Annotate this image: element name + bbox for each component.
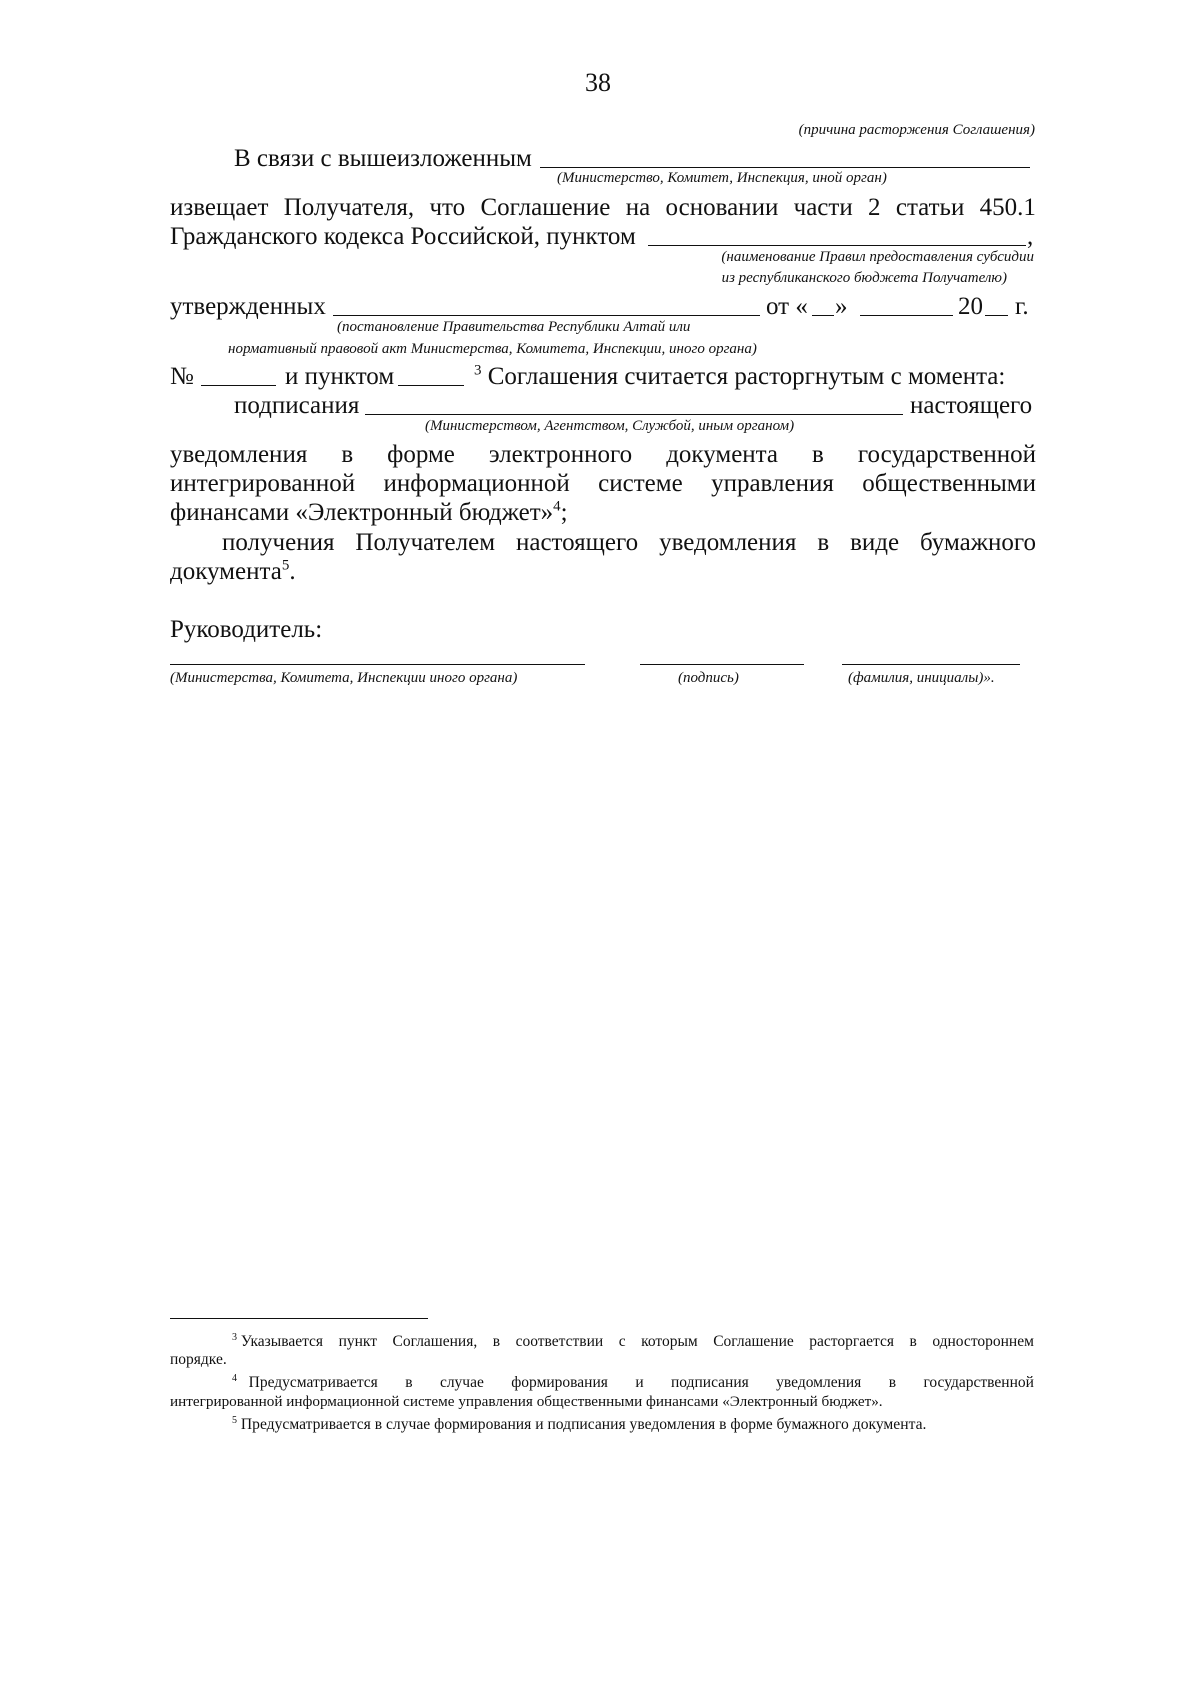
para1-line3 — [170, 500, 568, 525]
word: расторгается — [809, 1333, 894, 1350]
approval-act-blank — [333, 315, 760, 316]
footnote-5-text: Предусматривается в случае формирования и подписания уведомления в форме бумажного документа. — [240, 1416, 927, 1433]
act-number-blank — [201, 385, 276, 386]
point-number-blank — [398, 385, 464, 386]
rules-name-blank — [648, 245, 1026, 246]
signature-org-line — [170, 664, 585, 665]
footnote-3-mark: 3 — [232, 1331, 237, 1343]
page-number: 38 — [585, 68, 611, 97]
footnote-4-start — [232, 1372, 378, 1391]
word: бумажного — [920, 529, 1036, 556]
connection-label: В связи с вышеизложенным — [234, 145, 532, 172]
head-label: Руководитель: — [170, 616, 323, 643]
word: основании — [665, 194, 779, 221]
word: 2 — [868, 194, 881, 221]
caption-signature-sign: (подпись) — [678, 670, 739, 686]
footnote-5-line1 — [232, 1414, 927, 1433]
footnote-3-start — [232, 1331, 324, 1350]
word: системе — [598, 470, 683, 497]
comma: , — [1027, 223, 1034, 250]
footnote-4-line1 — [232, 1372, 1034, 1391]
word: пункт — [338, 1333, 378, 1350]
word: формирования — [511, 1374, 608, 1391]
footnote-ref-4: 4 — [553, 498, 561, 515]
footnote-4-mark: 4 — [232, 1372, 237, 1384]
caption-termination-reason: (причина расторжения Соглашения) — [798, 122, 1035, 138]
word: уведомления — [776, 1374, 862, 1391]
caption-resolution-1: (постановление Правительства Республики Алтай или — [337, 319, 691, 335]
caption-signed-by: (Министерством, Агентством, Службой, иным органом) — [425, 418, 795, 434]
footnote-5-mark: 5 — [232, 1414, 237, 1426]
word: в — [341, 441, 354, 468]
word: в — [888, 1374, 897, 1391]
and-point-label: и пунктом — [285, 363, 395, 390]
footnote-separator — [170, 1318, 428, 1319]
word: в — [492, 1333, 501, 1350]
civil-code-label: Гражданского кодекса Российской, пунктом — [170, 223, 636, 250]
word: Получателя, — [283, 194, 415, 221]
para1-line1 — [170, 442, 1036, 467]
number-sign: № — [170, 363, 194, 390]
word: что — [429, 194, 466, 221]
word: статьи — [895, 194, 965, 221]
terminated-text: Соглашения считается расторгнутым с момента: — [487, 363, 1006, 390]
word: 450.1 — [979, 194, 1036, 221]
word: части — [793, 194, 853, 221]
word: на — [625, 194, 651, 221]
caption-signature-org: (Министерства, Комитета, Инспекции иного органа) — [170, 670, 518, 686]
para1-line3-text: финансами «Электронный бюджет» — [170, 499, 554, 526]
word: Предусматривается — [248, 1374, 378, 1391]
approved-label: утвержденных — [170, 293, 326, 320]
word: которым — [641, 1333, 698, 1350]
footnote-ref-5: 5 — [281, 557, 290, 574]
word: получения — [222, 529, 335, 556]
signature-sign-line — [640, 664, 804, 665]
footnote-4-line2: интегрированной информационной системе управления общественными финансами «Электронный бюджет». — [170, 1393, 883, 1410]
word: государственной — [923, 1374, 1034, 1391]
semicolon: ; — [560, 499, 568, 526]
word: уведомления — [170, 441, 308, 468]
para2-line2-text: документа — [170, 558, 282, 585]
word: и — [635, 1374, 644, 1391]
date-year-suffix: г. — [1015, 293, 1029, 320]
word: электронного — [488, 441, 633, 468]
notify-line — [170, 195, 1036, 220]
signature-name-line — [842, 664, 1020, 665]
word: в — [812, 441, 824, 468]
signed-by-blank — [365, 414, 903, 415]
footnote-ref-3: 3 — [474, 362, 482, 379]
word: настоящего — [515, 529, 639, 556]
word: подписания — [671, 1374, 749, 1391]
signing-label: подписания — [234, 392, 360, 419]
terminated-line — [474, 364, 1005, 389]
date-day-blank — [812, 315, 834, 316]
caption-rules-name-2: из республиканского бюджета Получателю) — [721, 270, 1007, 286]
word: управления — [711, 470, 834, 497]
word: государственной — [857, 441, 1036, 468]
word: форме — [387, 441, 455, 468]
word: одностороннем — [932, 1333, 1034, 1350]
date-quote-close: » — [835, 293, 848, 320]
caption-signature-name: (фамилия, инициалы)». — [848, 670, 995, 686]
word: в — [817, 529, 830, 556]
period: . — [289, 558, 296, 585]
date-month-blank — [860, 315, 953, 316]
word: виде — [850, 529, 900, 556]
word: в — [909, 1333, 917, 1350]
word: соответствии — [515, 1333, 604, 1350]
word: Соглашение — [480, 194, 611, 221]
footnote-3-line1 — [232, 1331, 1034, 1350]
word: Указывается — [240, 1333, 324, 1350]
word: уведомления — [659, 529, 797, 556]
word: с — [618, 1333, 626, 1350]
para2-line1 — [222, 530, 1036, 555]
word: в — [405, 1374, 413, 1391]
word: извещает — [170, 194, 269, 221]
word: случае — [439, 1374, 484, 1391]
this-label: настоящего — [910, 392, 1033, 419]
word: Соглашение — [713, 1333, 794, 1350]
para1-line2 — [170, 471, 1036, 496]
date-year-blank — [985, 315, 1008, 316]
word: общественными — [862, 470, 1036, 497]
date-from-label: от « — [766, 293, 808, 320]
word: интегрированной — [170, 470, 356, 497]
footnote-3-line2: порядке. — [170, 1351, 227, 1368]
word: Соглашения, — [392, 1333, 478, 1350]
word: Получателем — [355, 529, 496, 556]
caption-rules-name-1: (наименование Правил предоставления субсидии — [721, 249, 1034, 265]
caption-authority: (Министерство, Комитет, Инспекция, иной орган) — [557, 170, 887, 186]
authority-blank — [540, 167, 1030, 168]
para2-line2 — [170, 559, 296, 584]
date-year-prefix: 20 — [958, 293, 983, 320]
word: документа — [666, 441, 778, 468]
word: информационной — [383, 470, 570, 497]
caption-resolution-2: нормативный правовой акт Министерства, Комитета, Инспекции, иного органа) — [228, 341, 757, 357]
